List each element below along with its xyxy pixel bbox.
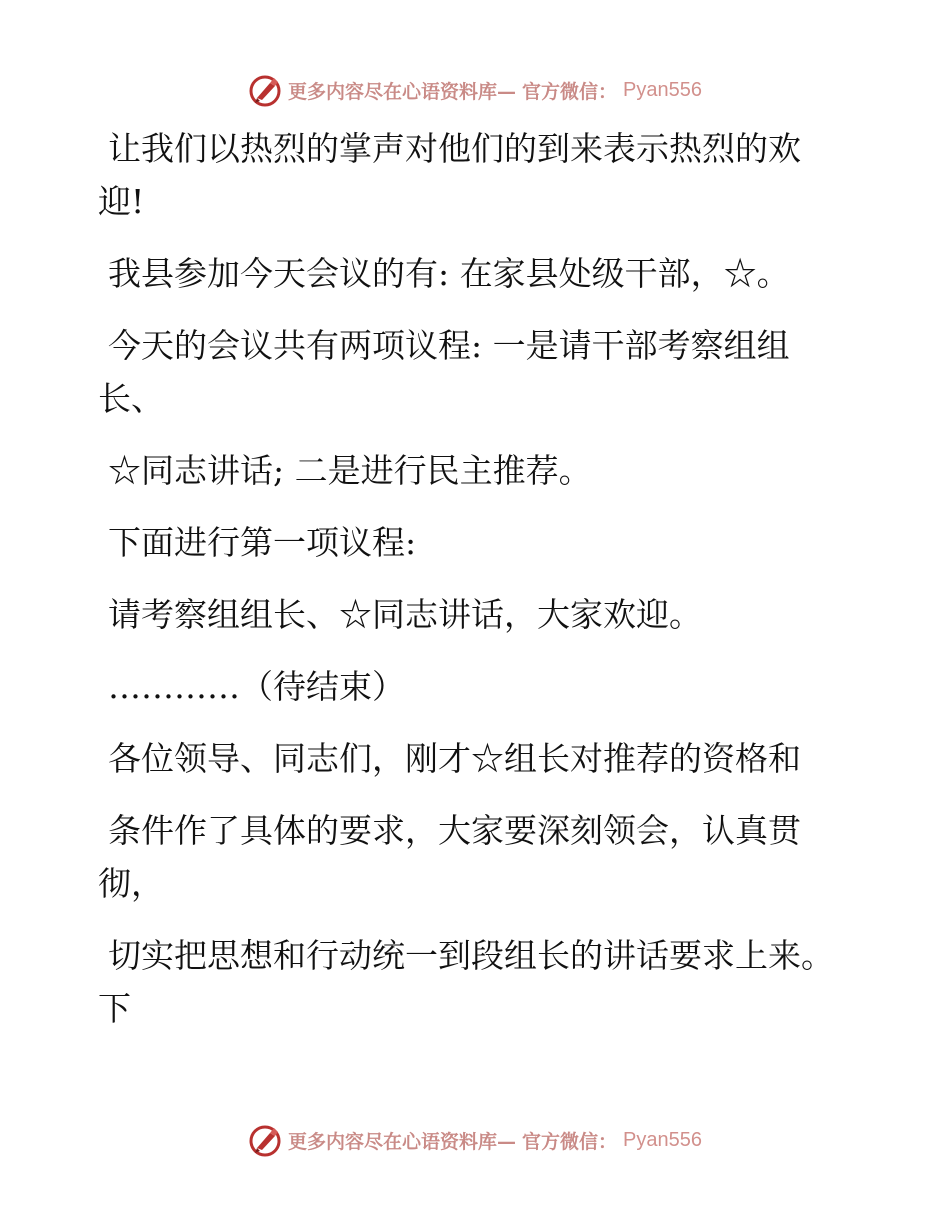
banner-wechat-id: Pyan556	[623, 1128, 702, 1151]
banner-title: 更多内容尽在心语资料库—	[288, 80, 517, 103]
paragraph: 我县参加今天会议的有: 在家县处级干部，☆。	[108, 254, 790, 293]
paragraph: 条件作了具体的要求，大家要深刻领会，认真贯彻，	[98, 811, 801, 903]
paragraph: 切实把思想和行动统一到段组长的讲话要求上来。下	[98, 936, 834, 1028]
paragraph: …………（待结束）	[108, 667, 405, 706]
paragraph: 请考察组组长、☆同志讲话，大家欢迎。	[108, 595, 702, 634]
paragraph: 各位领导、同志们，刚才☆组长对推荐的资格和	[108, 739, 801, 778]
paragraph: 让我们以热烈的掌声对他们的到来表示热烈的欢迎!	[98, 129, 801, 221]
banner-wechat-label: 官方微信：	[522, 80, 618, 103]
paragraph: 下面进行第一项议程:	[108, 523, 417, 562]
paragraph: 今天的会议共有两项议程: 一是请干部考察组组长、	[98, 326, 790, 418]
header-banner	[0, 70, 950, 110]
body-text	[98, 122, 838, 1054]
banner-title: 更多内容尽在心语资料库—	[288, 1130, 517, 1153]
pen-logo-icon	[248, 73, 282, 107]
banner-wechat-label: 官方微信：	[522, 1130, 618, 1153]
paragraph: ☆同志讲话; 二是进行民主推荐。	[108, 451, 592, 490]
footer-banner	[0, 1120, 950, 1160]
banner-wechat-id: Pyan556	[623, 78, 702, 101]
pen-logo-icon	[248, 1123, 282, 1157]
